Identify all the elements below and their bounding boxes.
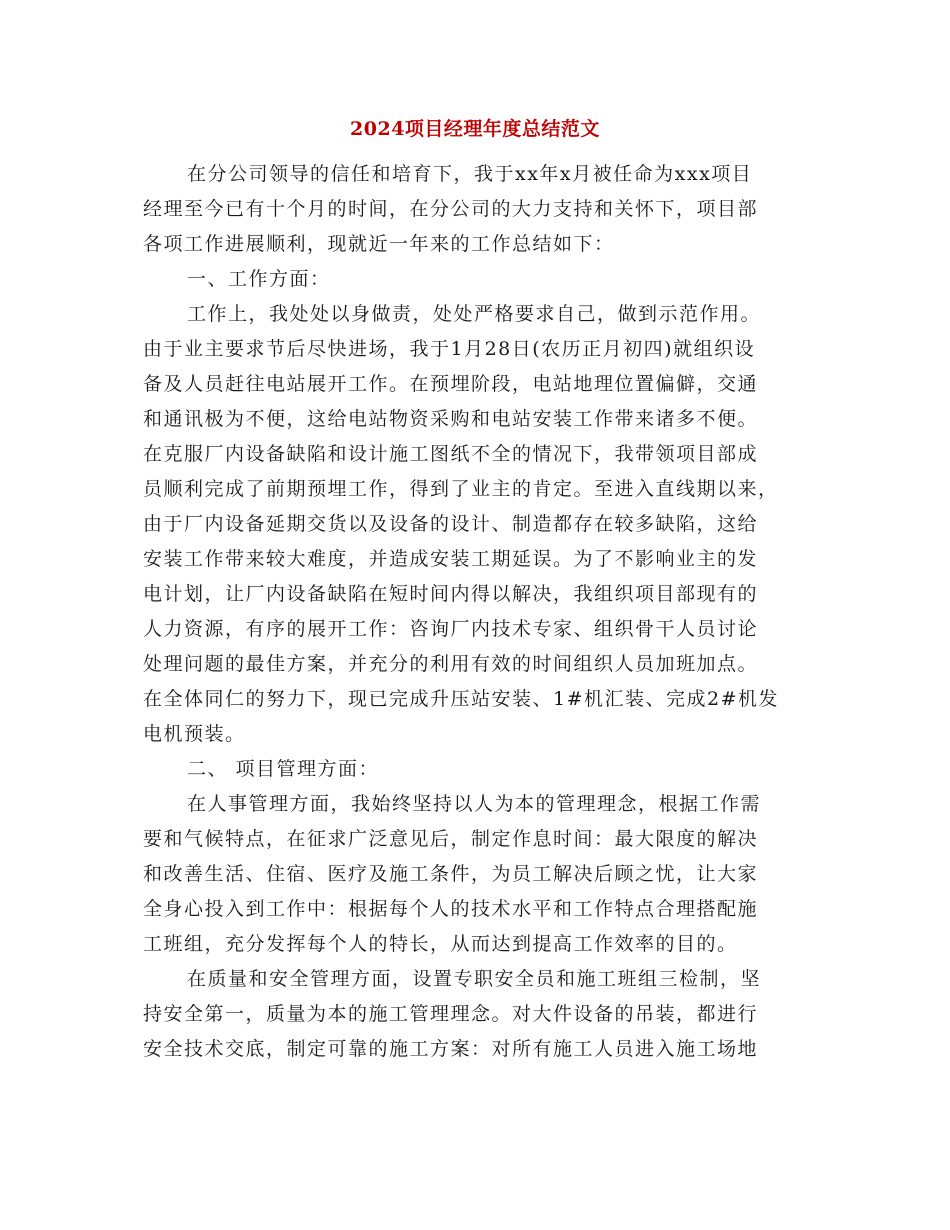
body-line: 工作上，我处处以身做责，处处严格要求自己，做到示范作用。 bbox=[187, 303, 762, 325]
section-heading: 一、工作方面： bbox=[187, 268, 331, 290]
body-line: 人力资源，有序的展开工作：咨询厂内技术专家、组织骨干人员讨论 bbox=[143, 618, 759, 640]
body-line: 在分公司领导的信任和培育下，我于xx年x月被任命为xxx项目 bbox=[187, 163, 753, 185]
body-line: 由于业主要求节后尽快进场，我于1月28日(农历正月初四)就组织设 bbox=[143, 338, 756, 360]
body-line: 在克服厂内设备缺陷和设计施工图纸不全的情况下，我带领项目部成 bbox=[143, 443, 759, 465]
document-body bbox=[143, 157, 807, 1067]
body-line: 安装工作带来较大难度，并造成安装工期延误。为了不影响业主的发 bbox=[143, 548, 759, 570]
body-line: 员顺利完成了前期预埋工作，得到了业主的肯定。至进入直线期以来， bbox=[143, 478, 779, 500]
body-line: 工班组，充分发挥每个人的特长，从而达到提高工作效率的目的。 bbox=[143, 933, 738, 955]
body-line: 各项工作进展顺利，现就近一年来的工作总结如下： bbox=[143, 233, 615, 255]
body-line: 电机预装。 bbox=[143, 723, 246, 745]
body-line: 由于厂内设备延期交货以及设备的设计、制造都存在较多缺陷，这给 bbox=[143, 513, 759, 535]
body-line: 处理问题的最佳方案，并充分的利用有效的时间组织人员加班加点。 bbox=[143, 653, 759, 675]
body-line: 在全体同仁的努力下，现已完成升压站安装、1#机汇装、完成2#机发 bbox=[143, 688, 780, 710]
body-line: 全身心投入到工作中：根据每个人的技术水平和工作特点合理搭配施 bbox=[143, 898, 759, 920]
section-heading: 二、 项目管理方面： bbox=[187, 758, 380, 780]
body-line: 在质量和安全管理方面，设置专职安全员和施工班组三检制，坚 bbox=[187, 968, 762, 990]
body-line: 持安全第一，质量为本的施工管理理念。对大件设备的吊装，都进行 bbox=[143, 1003, 759, 1025]
body-line: 备及人员赶往电站展开工作。在预埋阶段，电站地理位置偏僻，交通 bbox=[143, 373, 759, 395]
body-line: 在人事管理方面，我始终坚持以人为本的管理理念，根据工作需 bbox=[187, 793, 762, 815]
body-line: 要和气候特点，在征求广泛意见后，制定作息时间：最大限度的解决 bbox=[143, 828, 759, 850]
body-line: 和改善生活、住宿、医疗及施工条件，为员工解决后顾之忧，让大家 bbox=[143, 863, 759, 885]
document-title: 2024项目经理年度总结范文 bbox=[350, 118, 600, 140]
body-line: 和通讯极为不便，这给电站物资采购和电站安装工作带来诸多不便。 bbox=[143, 408, 759, 430]
body-line: 经理至今已有十个月的时间，在分公司的大力支持和关怀下，项目部 bbox=[143, 198, 759, 220]
body-line: 安全技术交底，制定可靠的施工方案：对所有施工人员进入施工场地 bbox=[143, 1038, 759, 1060]
body-line: 电计划，让厂内设备缺陷在短时间内得以解决，我组织项目部现有的 bbox=[143, 583, 759, 605]
